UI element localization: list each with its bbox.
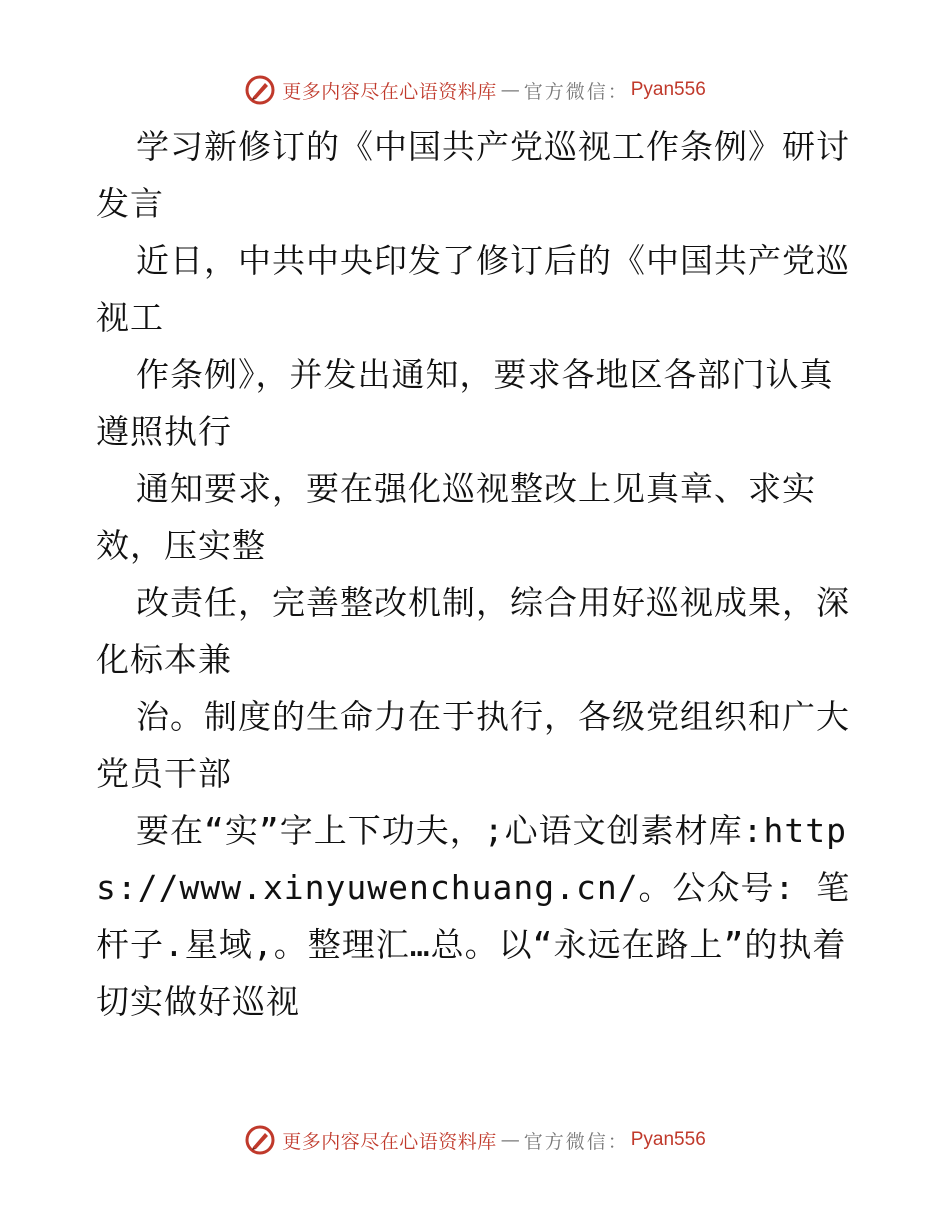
document-body [96,118,856,1030]
banner-dash: — [500,1129,520,1151]
paragraph-text: 要在“实”字上下功夫，;心语文创素材库:https://www.xinyuwenchuang.cn/。公众号: 笔杆子.星域,。整理汇…总。以“永远在路上”的执着切实做好巡视 [96,811,851,1021]
paragraph [96,232,856,346]
paragraph [96,688,856,802]
banner-brand-text: 更多内容尽在心语资料库 [282,1130,497,1153]
paragraph [96,346,856,460]
paragraph [96,802,856,1030]
pen-logo-icon [244,1124,276,1156]
paragraph-text: 改责任，完善整改机制，综合用好巡视成果，深化标本兼 [96,583,850,679]
paragraph-text: 作条例》，并发出通知，要求各地区各部门认真遵照执行 [96,355,834,451]
banner-wechat-label: 官方微信： [523,80,629,103]
banner-wechat-label: 官方微信： [523,1130,629,1153]
banner-wechat-id: Pyan556 [630,1129,706,1150]
paragraph [96,574,856,688]
paragraph-text: 通知要求，要在强化巡视整改上见真章、求实效，压实整 [96,469,816,565]
paragraph-text: 治。制度的生命力在于执行，各级党组织和广大党员干部 [96,697,850,793]
paragraph [96,460,856,574]
banner-brand-text: 更多内容尽在心语资料库 [282,80,497,103]
document-title [96,118,856,232]
pen-logo-icon [244,74,276,106]
header-banner [0,70,950,110]
banner-wechat-id: Pyan556 [630,79,706,100]
footer-banner [0,1120,950,1160]
banner-dash: — [500,79,520,101]
title-text: 学习新修订的《中国共产党巡视工作条例》研讨发言 [96,127,850,223]
paragraph-text: 近日，中共中央印发了修订后的《中国共产党巡视工 [96,241,850,337]
